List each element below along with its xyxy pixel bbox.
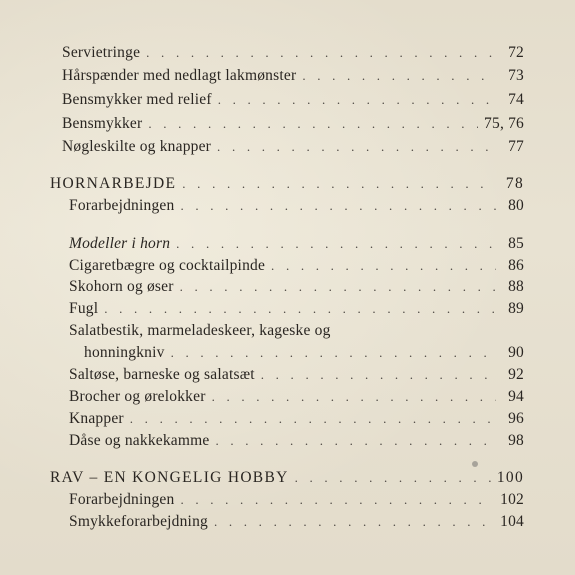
dot-leader bbox=[180, 490, 494, 510]
toc-subsection-modeller-i-horn bbox=[69, 234, 524, 254]
dot-leader bbox=[104, 299, 496, 319]
dot-leader bbox=[214, 512, 494, 532]
toc-entry-salatbestik bbox=[84, 343, 524, 363]
dot-leader bbox=[212, 387, 496, 407]
dot-leader bbox=[180, 277, 496, 297]
toc-entry-title: Hårspænder med nedlagt lakmønster bbox=[62, 67, 297, 84]
toc-entry-page: 72 bbox=[508, 44, 524, 61]
toc-entry-forarbejdningen-horn bbox=[69, 196, 524, 216]
toc-entry-cigaretbaegre bbox=[69, 256, 524, 276]
toc-entry-title: Smykkeforarbejdning bbox=[69, 513, 208, 530]
toc-entry-skohorn bbox=[69, 277, 524, 297]
toc-entry-page: 100 bbox=[496, 469, 524, 486]
toc-entry-bensmykker-relief bbox=[62, 90, 524, 110]
toc-entry-title: Saltøse, barneske og salatsæt bbox=[69, 366, 255, 383]
toc-entry-title: Skohorn og øser bbox=[69, 278, 174, 295]
dot-leader bbox=[148, 114, 478, 134]
dot-leader bbox=[171, 343, 496, 363]
toc-entry-page: 80 bbox=[508, 197, 524, 214]
toc-section-rav bbox=[50, 468, 524, 488]
toc-entry-title: honningkniv bbox=[84, 344, 165, 361]
dot-leader bbox=[261, 365, 496, 385]
toc-entry-page: 104 bbox=[500, 513, 524, 530]
toc-entry-title: Brocher og ørelokker bbox=[69, 388, 206, 405]
toc-entry-fugl bbox=[69, 299, 524, 319]
toc-section-title: RAV – EN KONGELIG HOBBY bbox=[50, 469, 289, 486]
toc-entry-servietringe bbox=[62, 43, 524, 63]
toc-entry-page: 73 bbox=[508, 67, 524, 84]
dot-leader bbox=[182, 174, 496, 194]
toc-entry-title: Forarbejdningen bbox=[69, 491, 175, 508]
dot-leader bbox=[295, 468, 491, 488]
toc-entry-page: 98 bbox=[508, 432, 524, 449]
toc-entry-page: 89 bbox=[508, 300, 524, 317]
toc-entry-brocher bbox=[69, 387, 524, 407]
toc-subsection-title: Modeller i horn bbox=[69, 235, 171, 252]
dot-leader bbox=[271, 256, 496, 276]
toc-entry-haarspaender bbox=[62, 66, 524, 86]
dot-leader bbox=[215, 431, 496, 451]
toc-entry-page: 85 bbox=[508, 235, 524, 252]
dot-leader bbox=[176, 234, 496, 254]
dot-leader bbox=[218, 90, 496, 110]
toc-entry-noegleskilte bbox=[62, 137, 524, 157]
toc-section-title: HORNARBEJDE bbox=[50, 175, 177, 192]
toc-entry-page: 78 bbox=[505, 175, 524, 192]
toc-entry-title: Servietringe bbox=[62, 44, 141, 61]
dot-leader bbox=[302, 66, 496, 86]
dot-leader bbox=[217, 137, 496, 157]
toc-entry-title: Knapper bbox=[69, 410, 124, 427]
toc-entry-title: Cigaretbægre og cocktailpinde bbox=[69, 257, 266, 274]
toc-entry-page: 102 bbox=[500, 491, 524, 508]
paper-speck bbox=[472, 461, 478, 467]
toc-entry-page: 88 bbox=[508, 278, 524, 295]
toc-entry-daase bbox=[69, 431, 524, 451]
toc-entry-title: Dåse og nakkekamme bbox=[69, 432, 210, 449]
dot-leader bbox=[180, 196, 496, 216]
toc-entry-saltoese bbox=[69, 365, 524, 385]
toc-entry-page: 94 bbox=[508, 388, 524, 405]
toc-entry-title: Bensmykker bbox=[62, 115, 143, 132]
toc-entry-forarbejdningen-rav bbox=[69, 490, 524, 510]
dot-leader bbox=[146, 43, 496, 63]
toc-entry-title: Nøgleskilte og knapper bbox=[62, 138, 212, 155]
toc-entry-title-line1: Salatbestik, marmeladeskeer, kageske og bbox=[69, 322, 331, 339]
toc-entry-bensmykker bbox=[62, 114, 524, 134]
toc-entry-knapper bbox=[69, 409, 524, 429]
toc-entry-title: Forarbejdningen bbox=[69, 197, 175, 214]
toc-entry-page: 86 bbox=[508, 257, 524, 274]
toc-entry-title: Bensmykker med relief bbox=[62, 91, 212, 108]
toc-entry-page: 90 bbox=[508, 344, 524, 361]
dot-leader bbox=[130, 409, 496, 429]
toc-section-hornarbejde bbox=[50, 174, 524, 194]
toc-entry-page: 77 bbox=[508, 138, 524, 155]
toc-entry-page: 75, 76 bbox=[484, 115, 524, 132]
toc-entry-title: Fugl bbox=[69, 300, 99, 317]
toc-entry-page: 74 bbox=[508, 91, 524, 108]
toc-entry-page: 92 bbox=[508, 366, 524, 383]
toc-entry-smykkeforarbejdning bbox=[69, 512, 524, 532]
toc-entry-page: 96 bbox=[508, 410, 524, 427]
